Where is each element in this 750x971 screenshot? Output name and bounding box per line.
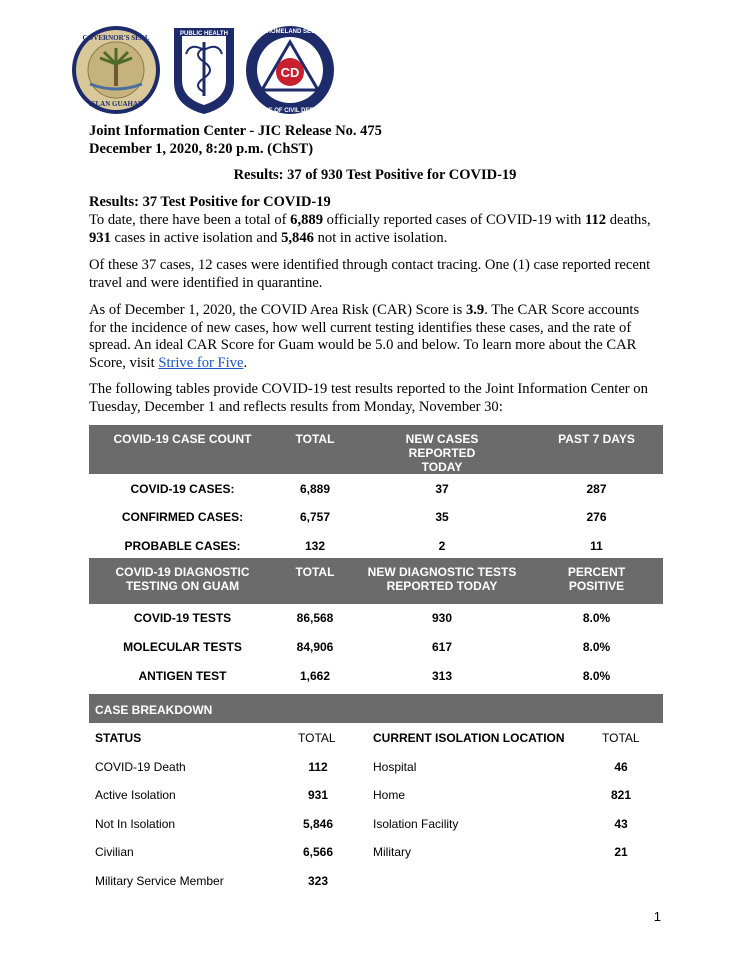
not-isolated-value: 5,846 <box>281 229 314 246</box>
svg-text:OFFICE OF CIVIL DEFENSE: OFFICE OF CIVIL DEFENSE <box>250 108 330 114</box>
row-total: 86,568 <box>296 611 334 625</box>
table-row <box>89 474 663 503</box>
status-label: Active Isolation <box>95 788 176 802</box>
location-total-header: TOTAL <box>602 731 640 745</box>
page-number: 1 <box>653 909 661 924</box>
release-date: December 1, 2020, 8:20 p.m. (ChST) <box>89 141 314 157</box>
row-total: 6,889 <box>299 481 331 496</box>
table-row <box>89 503 663 531</box>
strive-for-five-link[interactable]: Strive for Five <box>158 354 244 371</box>
paragraph-contact-tracing: Of these 37 cases, 12 cases were identified through contact tracing. One (1) case reported recent travel and were identified in quarantine. <box>89 257 651 291</box>
governors-seal-logo <box>70 24 162 116</box>
row-total: 1,662 <box>299 668 331 683</box>
row-percent: 8.0% <box>582 611 611 625</box>
table-row <box>89 604 663 632</box>
testing-table <box>89 558 663 690</box>
deaths-value: 112 <box>584 212 607 228</box>
table-row <box>89 632 663 661</box>
svg-text:ISLAN GUAHAN: ISLAN GUAHAN <box>88 100 144 108</box>
car-score-value: 3.9 <box>465 302 485 318</box>
active-isolation-value: 931 <box>89 229 111 246</box>
location-value: 821 <box>610 788 632 802</box>
results-title: Results: 37 of 930 Test Positive for COVID-19 <box>233 167 517 183</box>
row-label: COVID-19 TESTS <box>133 611 232 625</box>
table-row <box>89 661 663 690</box>
location-label: Military <box>373 845 411 859</box>
new-tests-header: NEW DIAGNOSTIC TESTS REPORTED TODAY <box>354 558 530 604</box>
row-past-7: 287 <box>586 481 607 496</box>
location-label: Home <box>373 788 406 802</box>
row-new: 35 <box>435 510 449 524</box>
past-7-days-header: PAST 7 DAYS <box>530 425 663 474</box>
new-cases-header: NEW CASES REPORTED TODAY <box>354 425 530 474</box>
row-label: CONFIRMED CASES: <box>121 510 244 524</box>
row-new: 617 <box>431 639 453 654</box>
status-value: 6,566 <box>302 845 334 859</box>
row-percent: 8.0% <box>582 668 611 683</box>
case-count-header-row <box>89 425 663 474</box>
table-row <box>89 531 663 561</box>
location-value: 43 <box>614 817 628 831</box>
status-value: 323 <box>307 874 329 888</box>
total-cases-value: 6,889 <box>290 212 324 228</box>
svg-text:GUAM HOMELAND SECURITY: GUAM HOMELAND SECURITY <box>246 29 334 35</box>
paragraph-table-intro: The following tables provide COVID-19 test results reported to the Joint Information Center on Tuesday, December 1 and reflects results from Monday, November 30: <box>89 381 648 415</box>
row-total: 6,757 <box>299 510 331 524</box>
status-label: Civilian <box>95 845 134 859</box>
location-value: 46 <box>614 760 628 774</box>
svg-text:PUBLIC HEALTH: PUBLIC HEALTH <box>180 31 228 37</box>
row-new: 2 <box>438 539 446 553</box>
location-value: 21 <box>614 845 628 859</box>
row-label: COVID-19 CASES: <box>130 481 235 496</box>
release-number: Joint Information Center - JIC Release No. 475 <box>89 123 382 139</box>
public-health-logo <box>168 24 240 116</box>
row-new: 37 <box>435 481 449 496</box>
paragraph-car-score: As of December 1, 2020, the COVID Area Risk (CAR) Score is 3.9. The CAR Score accounts for the incidence of new cases, how well current testing identifies these cases, and the rate of spread. An ideal CAR Score for Guam would be 5.0 and below. To learn more about the CAR Score, visit Strive for Five. <box>89 302 640 371</box>
row-new: 313 <box>431 668 453 683</box>
svg-text:GOVERNOR'S SEAL: GOVERNOR'S SEAL <box>82 34 150 42</box>
row-percent: 8.0% <box>582 639 611 654</box>
status-label: COVID-19 Death <box>95 760 186 774</box>
diagnostic-testing-header: COVID-19 DIAGNOSTIC TESTING ON GUAM <box>89 558 276 604</box>
results-subhead: Results: 37 Test Positive for COVID-19 <box>89 194 331 210</box>
status-label: Not In Isolation <box>95 817 176 831</box>
location-header: CURRENT ISOLATION LOCATION <box>373 731 565 745</box>
status-value: 5,846 <box>302 817 334 831</box>
status-total-header: TOTAL <box>298 731 336 745</box>
case-count-header: COVID-19 CASE COUNT <box>89 425 276 474</box>
cd-letters: CD <box>280 65 300 80</box>
row-new: 930 <box>431 611 453 625</box>
case-count-table <box>89 425 663 561</box>
case-breakdown-header: CASE BREAKDOWN <box>89 694 663 723</box>
row-past-7: 276 <box>586 510 607 524</box>
total-header: TOTAL <box>276 558 354 604</box>
testing-header-row <box>89 558 663 604</box>
total-header: TOTAL <box>276 425 354 474</box>
location-label: Hospital <box>373 760 417 774</box>
row-label: ANTIGEN TEST <box>138 668 227 683</box>
homeland-security-logo <box>244 24 336 116</box>
status-value: 931 <box>307 788 329 802</box>
status-header: STATUS <box>95 731 142 745</box>
status-value: 112 <box>308 760 328 774</box>
percent-positive-header: PERCENT POSITIVE <box>530 558 663 604</box>
row-label: PROBABLE CASES: <box>124 539 241 553</box>
row-past-7: 11 <box>590 539 603 553</box>
paragraph-totals: To date, there have been a total of 6,889 officially reported cases of COVID-19 with 112 deaths, 931 cases in active isolation and 5,846 not in active isolation. <box>89 212 651 246</box>
row-label: MOLECULAR TESTS <box>123 639 242 654</box>
location-label: Isolation Facility <box>373 817 459 831</box>
row-total: 132 <box>304 539 326 553</box>
row-total: 84,906 <box>296 639 334 654</box>
status-label: Military Service Member <box>95 874 224 888</box>
